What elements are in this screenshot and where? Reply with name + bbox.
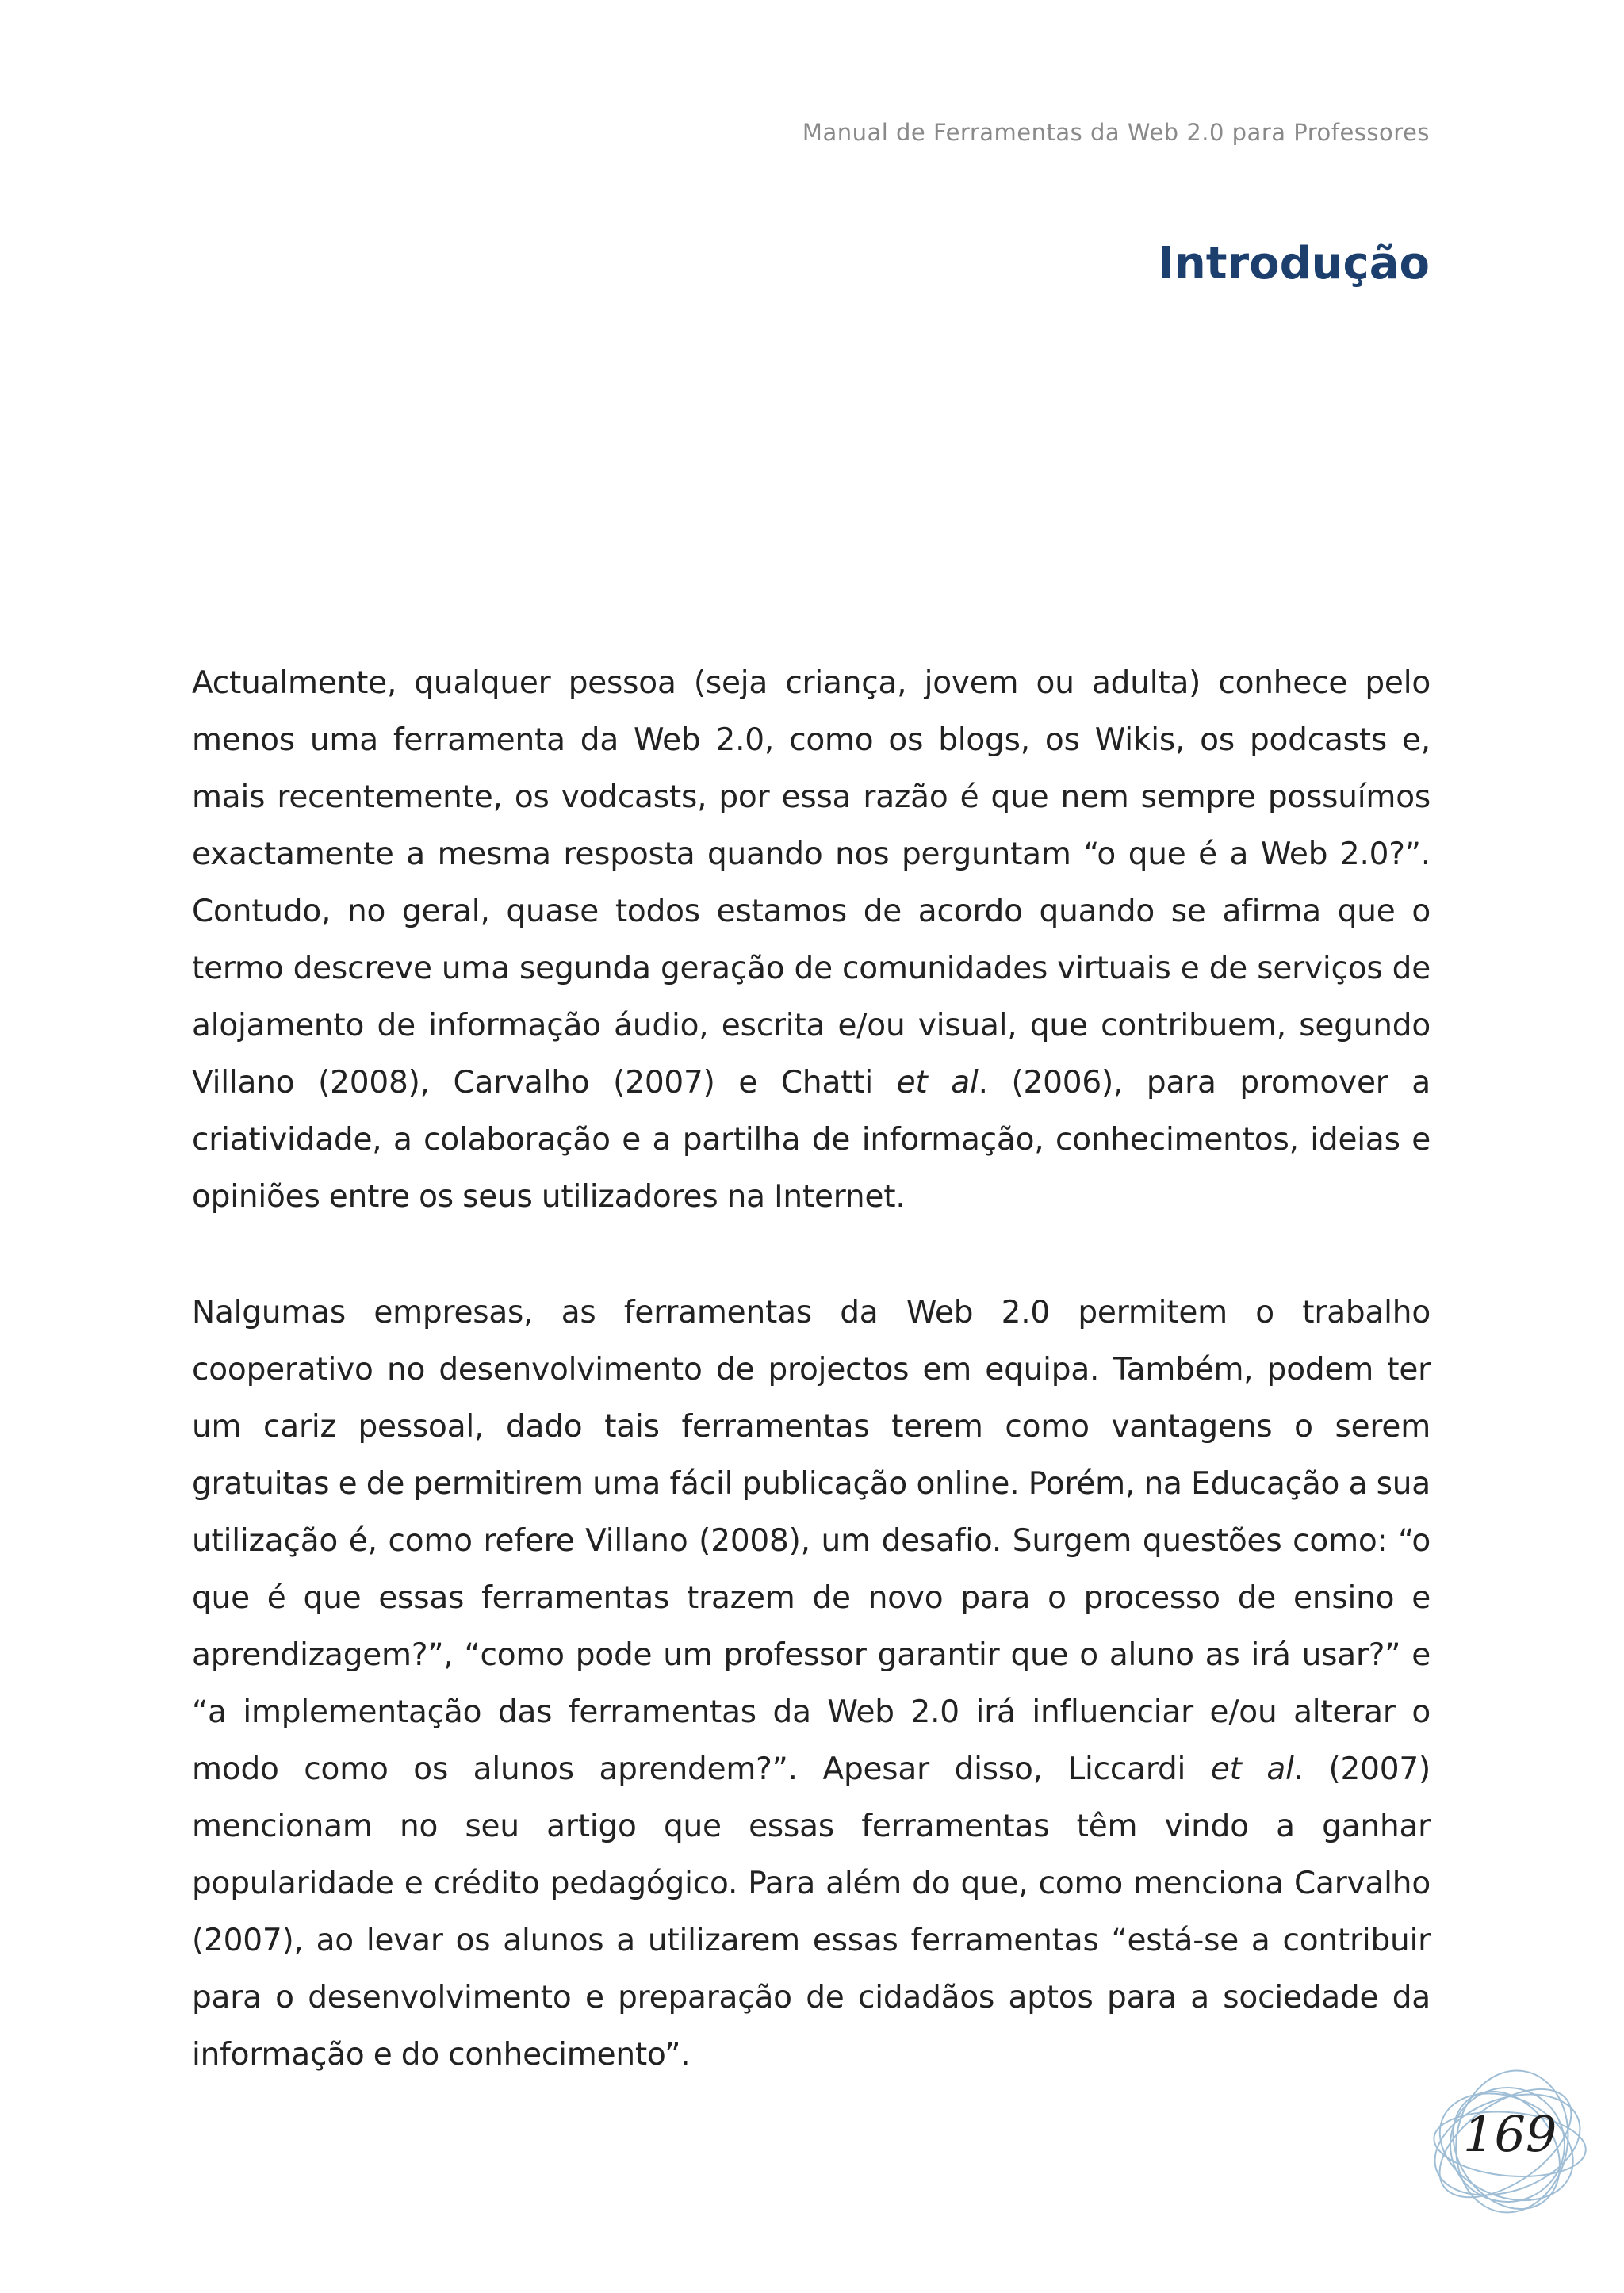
running-header: Manual de Ferramentas da Web 2.0 para Professores <box>802 119 1430 146</box>
paragraph-1-text-b: . (2006), para promover a criatividade, a colaboração e a partilha de informação, conhecimentos, ideias e opiniões entre os seus utilizadores na Internet. <box>192 1065 1431 1215</box>
paragraph-1-et-al: et al <box>896 1065 979 1101</box>
section-title: Introdução <box>1158 238 1430 289</box>
page-number: 169 <box>1463 2105 1557 2163</box>
paragraph-1-text-a: Actualmente, qualquer pessoa (seja criança, jovem ou adulta) conhece pelo menos uma ferramenta da Web 2.0, como os blogs, os Wikis, os podcasts e, mais recentemente, os vodcasts, por essa razão é que nem sempre possuímos exactamente a mesma resposta quando nos perguntam “o que é a Web 2.0?”. Contudo, no geral, quase todos estamos de acordo quando se afirma que o termo descreve uma segunda geração de comunidades virtuais e de serviços de alojamento de informação áudio, escrita e/ou visual, que contribuem, segundo Villano (2008), Carvalho (2007) e Chatti <box>192 665 1431 1101</box>
paragraph-2-et-al: et al <box>1210 1751 1294 1787</box>
paragraph-2-text-a: Nalgumas empresas, as ferramentas da Web 2.0 permitem o trabalho cooperativo no desenvolvimento de projectos em equipa. Também, podem ter um cariz pessoal, dado tais ferramentas terem como vantagens o serem gratuitas e de permitirem uma fácil publicação online. Porém, na Educação a sua utilização é, como refere Villano (2008), um desafio. Surgem questões como: “o que é que essas ferramentas trazem de novo para o processo de ensino e aprendizagem?”, “como pode um professor garantir que o aluno as irá usar?” e “a implementação das ferramentas da Web 2.0 irá influenciar e/ou alterar o modo como os alunos aprendem?”. Apesar disso, Liccardi <box>192 1295 1431 1787</box>
paragraph-2 <box>192 1284 1431 2084</box>
paragraph-2-text-b: . (2007) mencionam no seu artigo que essas ferramentas têm vindo a ganhar popularidade e crédito pedagógico. Para além do que, como menciona Carvalho (2007), ao levar os alunos a utilizarem essas ferramentas “está-se a contribuir para o desenvolvimento e preparação de cidadãos aptos para a sociedade da informação e do conhecimento”. <box>192 1751 1431 2073</box>
paragraph-1 <box>192 655 1431 1226</box>
